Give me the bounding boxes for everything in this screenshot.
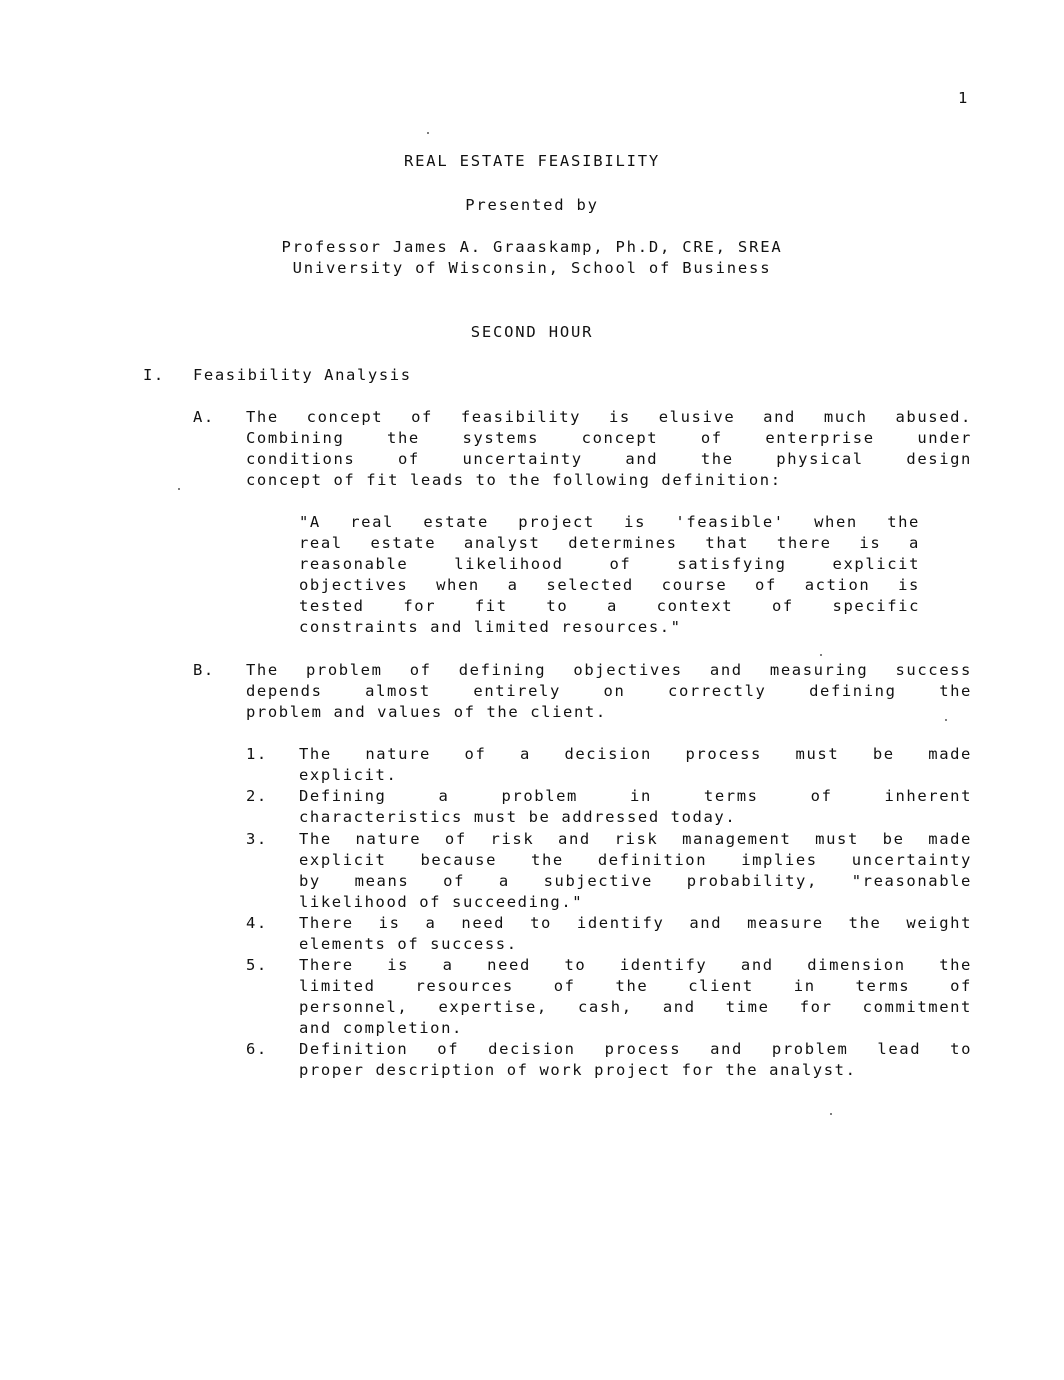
list-item-number: 5. [246, 956, 268, 974]
list-item-number: 2. [246, 787, 268, 805]
list-item-line: The nature of a decision process must be made [299, 745, 972, 763]
item-a-line: Combining the systems concept of enterprise under [246, 429, 972, 447]
affiliation-line: University of Wisconsin, School of Business [292, 259, 772, 277]
definition-quote-line: objectives when a selected course of action is [299, 576, 920, 594]
list-item-line: Definition of decision process and problem lead to [299, 1040, 972, 1058]
definition-quote-line: constraints and limited resources." [299, 618, 682, 636]
list-item-number: 6. [246, 1040, 268, 1058]
list-item-line: explicit because the definition implies uncertainty [299, 851, 972, 869]
presented-by: Presented by [465, 196, 599, 214]
list-item-line: likelihood of succeeding." [299, 893, 584, 911]
scan-speck [945, 719, 947, 721]
list-item-line: There is a need to identify and measure the weight [299, 914, 972, 932]
item-b-label: B. [193, 661, 215, 679]
item-b-line: The problem of defining objectives and measuring success [246, 661, 972, 679]
list-item-line: and completion. [299, 1019, 463, 1037]
section-i-label: I. [143, 366, 165, 384]
definition-quote-line: "A real estate project is 'feasible' when the [299, 513, 920, 531]
list-item-line: The nature of risk and risk management must be made [299, 830, 972, 848]
list-item-line: personnel, expertise, cash, and time for commitment [299, 998, 972, 1016]
definition-quote-line: tested for fit to a context of specific [299, 597, 920, 615]
document-title: REAL ESTATE FEASIBILITY [403, 152, 661, 170]
scan-speck [178, 488, 180, 490]
item-a-label: A. [193, 408, 215, 426]
list-item-line: There is a need to identify and dimension the [299, 956, 972, 974]
list-item-number: 4. [246, 914, 268, 932]
author-line: Professor James A. Graaskamp, Ph.D, CRE, SREA [281, 238, 783, 256]
list-item-line: elements of success. [299, 935, 518, 953]
definition-quote-line: reasonable likelihood of satisfying explicit [299, 555, 920, 573]
list-item-line: by means of a subjective probability, "reasonable [299, 872, 972, 890]
scan-speck [820, 654, 822, 656]
item-a-line: concept of fit leads to the following definition: [246, 471, 782, 489]
list-item-line: explicit. [299, 766, 398, 784]
list-item-number: 3. [246, 830, 268, 848]
list-item-line: characteristics must be addressed today. [299, 808, 737, 826]
list-item-line: limited resources of the client in terms of [299, 977, 972, 995]
scan-speck [830, 1113, 832, 1115]
item-b-line: depends almost entirely on correctly defining the [246, 682, 972, 700]
item-a-line: conditions of uncertainty and the physical design [246, 450, 972, 468]
list-item-number: 1. [246, 745, 268, 763]
section-i-title: Feasibility Analysis [193, 366, 412, 384]
scan-speck [427, 132, 429, 134]
session-heading: SECOND HOUR [470, 323, 594, 341]
definition-quote-line: real estate analyst determines that there is a [299, 534, 920, 552]
page-number: 1 [958, 89, 969, 107]
list-item-line: Defining a problem in terms of inherent [299, 787, 972, 805]
item-b-line: problem and values of the client. [246, 703, 607, 721]
item-a-line: The concept of feasibility is elusive and much abused. [246, 408, 972, 426]
list-item-line: proper description of work project for the analyst. [299, 1061, 857, 1079]
